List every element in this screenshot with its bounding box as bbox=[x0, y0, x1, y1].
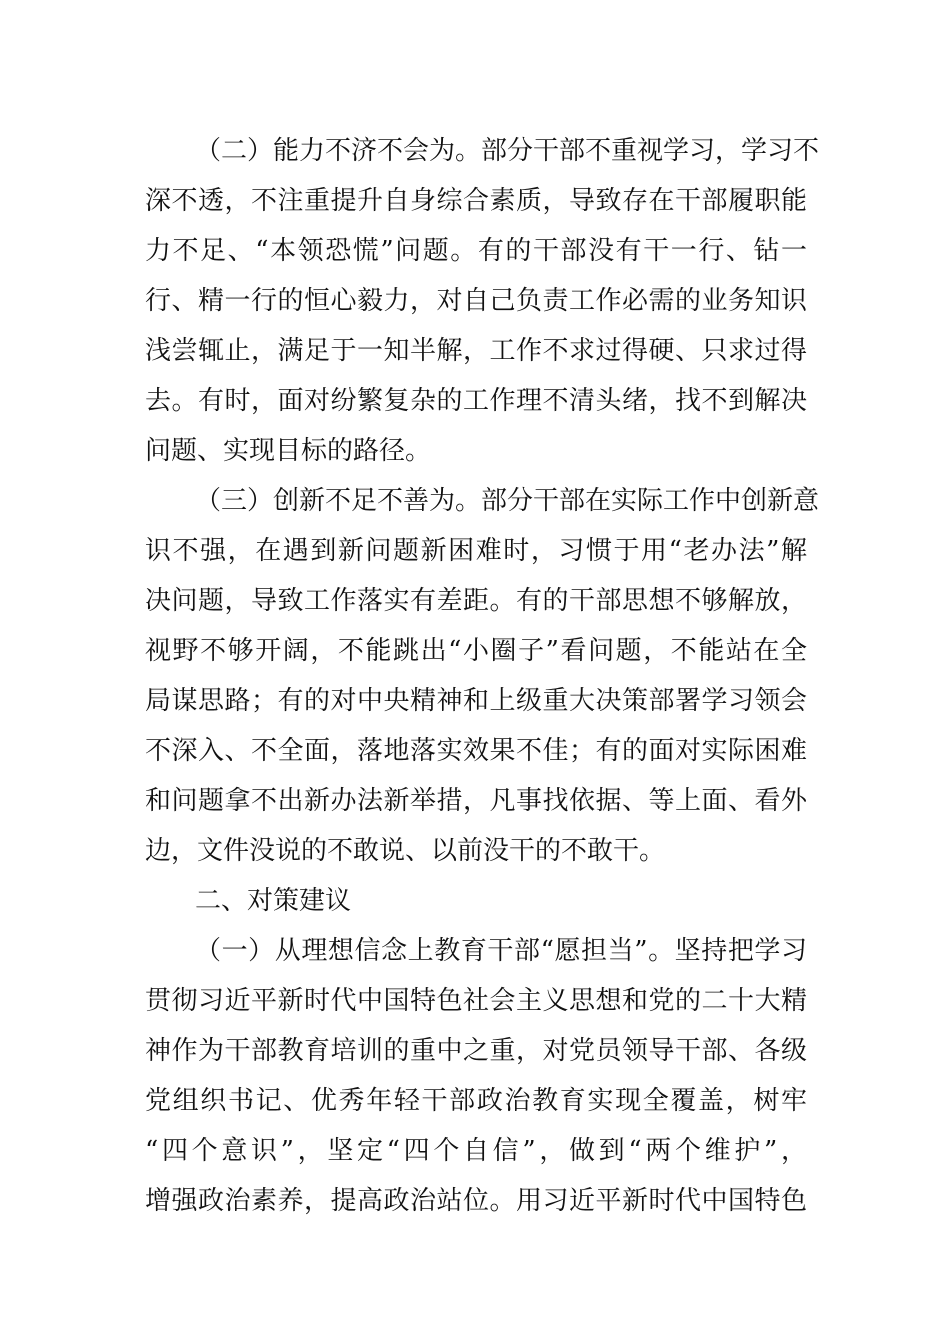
paragraph-3-line-8: 边，文件没说的不敢说、以前没干的不敢干。 bbox=[145, 836, 666, 866]
paragraph-3-line-1: （三）创新不足不善为。部分干部在实际工作中创新意 bbox=[195, 486, 820, 516]
paragraph-2-line-2: 深不透，不注重提升自身综合素质，导致存在干部履职能 bbox=[145, 186, 807, 216]
paragraph-2-line-4: 行、精一行的恒心毅力，对自己负责工作必需的业务知识 bbox=[145, 286, 807, 316]
paragraph-2-line-7: 问题、实现目标的路径。 bbox=[145, 436, 432, 466]
paragraph-4-line-4: 党组织书记、优秀年轻干部政治教育实现全覆盖，树牢 bbox=[145, 1086, 807, 1116]
paragraph-2-line-5: 浅尝辄止，满足于一知半解，工作不求过得硬、只求过得 bbox=[145, 336, 807, 366]
paragraph-4-line-2: 贯彻习近平新时代中国特色社会主义思想和党的二十大精 bbox=[145, 986, 807, 1016]
paragraph-3-line-3: 决问题，导致工作落实有差距。有的干部思想不够解放， bbox=[145, 586, 807, 616]
paragraph-2-line-3: 力不足、“本领恐慌”问题。有的干部没有干一行、钻一 bbox=[145, 236, 807, 266]
paragraph-4-line-6: 增强政治素养，提高政治站位。用习近平新时代中国特色 bbox=[145, 1186, 807, 1216]
paragraph-4-line-1: （一）从理想信念上教育干部“愿担当”。坚持把学习 bbox=[195, 936, 807, 966]
paragraph-2-line-1: （二）能力不济不会为。部分干部不重视学习，学习不 bbox=[195, 136, 820, 166]
paragraph-3-line-6: 不深入、不全面，落地落实效果不佳；有的面对实际困难 bbox=[145, 736, 807, 766]
paragraph-3-line-2: 识不强，在遇到新问题新困难时，习惯于用“老办法”解 bbox=[145, 536, 807, 566]
paragraph-3-line-7: 和问题拿不出新办法新举措，凡事找依据、等上面、看外 bbox=[145, 786, 807, 816]
paragraph-3-line-4: 视野不够开阔，不能跳出“小圈子”看问题，不能站在全 bbox=[145, 636, 807, 666]
paragraph-2-line-6: 去。有时，面对纷繁复杂的工作理不清头绪，找不到解决 bbox=[145, 386, 807, 416]
document-body bbox=[145, 126, 820, 1226]
paragraph-4-line-5: “四个意识”，坚定“四个自信”，做到“两个维护”， bbox=[145, 1136, 807, 1166]
paragraph-3-line-5: 局谋思路；有的对中央精神和上级重大决策部署学习领会 bbox=[145, 686, 807, 716]
section-heading: 二、对策建议 bbox=[195, 886, 352, 916]
paragraph-4-line-3: 神作为干部教育培训的重中之重，对党员领导干部、各级 bbox=[145, 1036, 807, 1066]
